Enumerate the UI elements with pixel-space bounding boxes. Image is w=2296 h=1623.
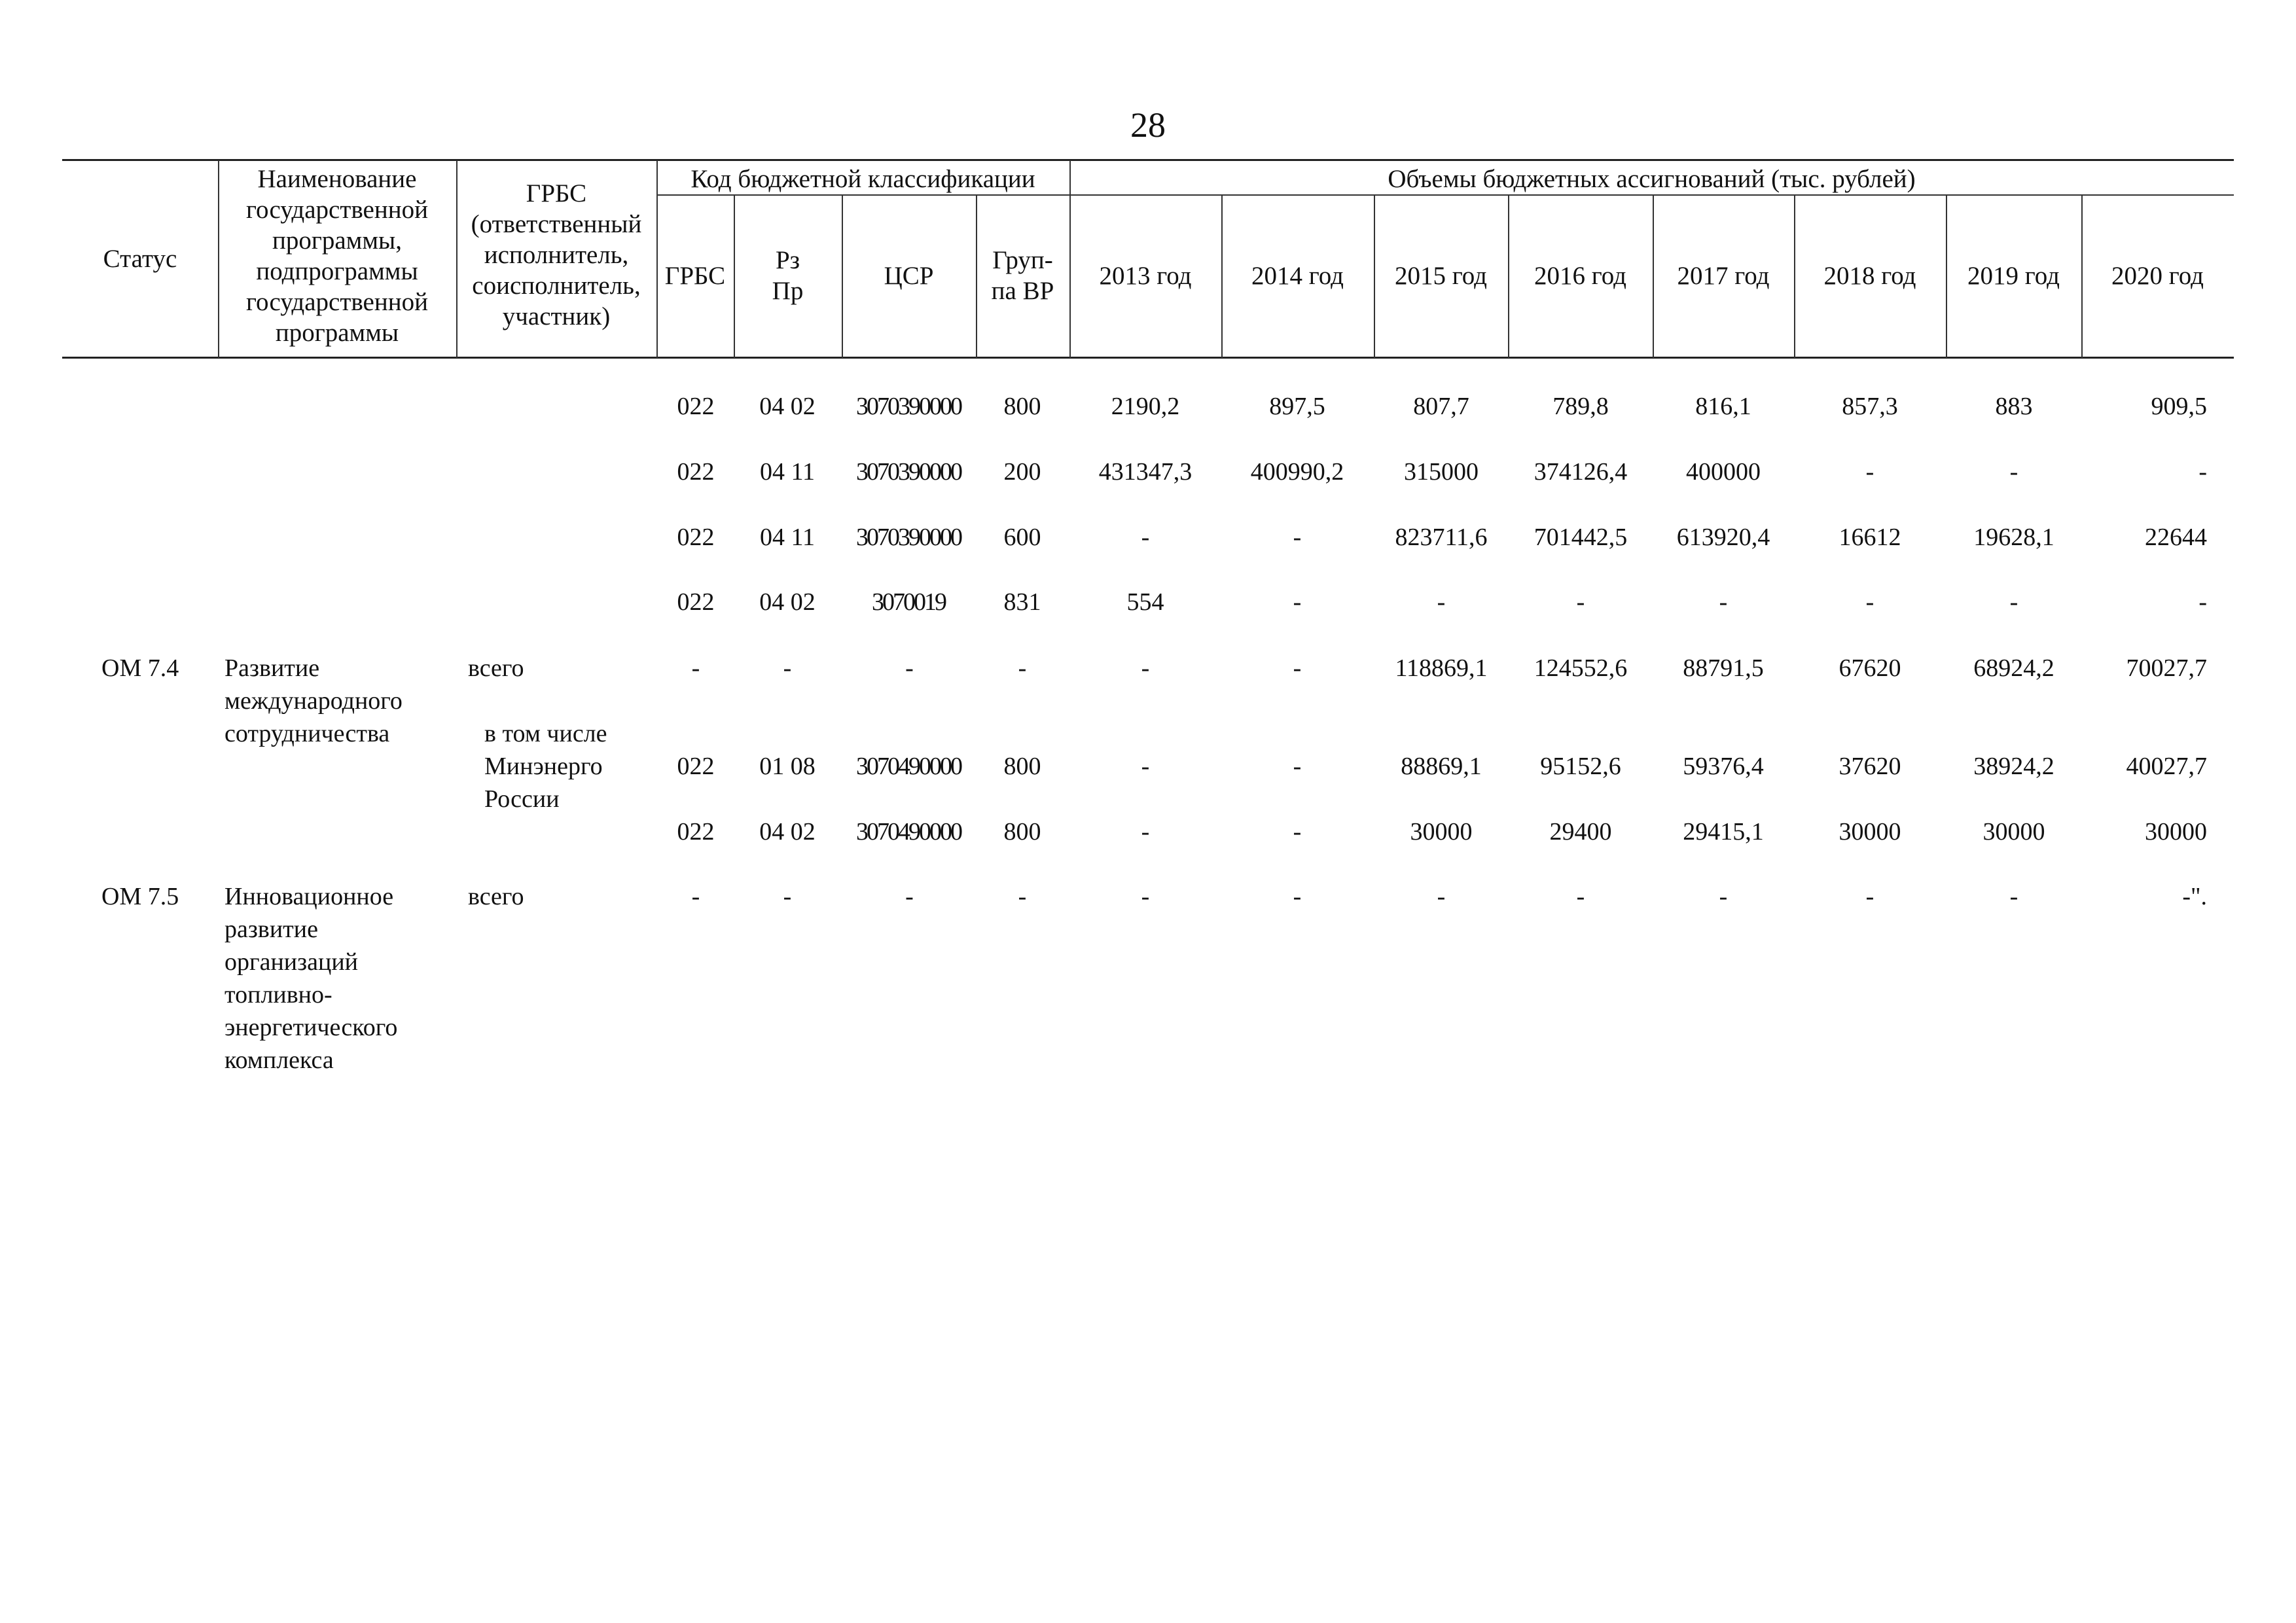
table-cell: -	[1437, 588, 1446, 616]
header-volume-group: Объемы бюджетных ассигнований (тыс. рублей)	[1388, 165, 1916, 193]
table-cell: 59376,4	[1683, 753, 1764, 780]
table-cell: 29415,1	[1683, 818, 1764, 846]
status-om-7-4: ОМ 7.4	[101, 654, 179, 682]
table-cell: -	[1437, 883, 1446, 910]
table-cell: 3070019	[872, 588, 945, 616]
table-cell: 68924,2	[1973, 654, 2054, 682]
table-cell: 807,7	[1413, 393, 1469, 420]
table-cell: 30000	[2145, 818, 2207, 846]
table-cell: -	[1293, 588, 1302, 616]
table-header-bottom-rule	[62, 357, 2234, 359]
table-cell: -	[1018, 654, 1027, 682]
table-cell: -	[1293, 883, 1302, 910]
table-cell: 3070390000	[856, 458, 961, 486]
executor-total-om-7-5: всего	[468, 883, 524, 910]
table-cell: -	[1865, 588, 1874, 616]
table-cell: 613920,4	[1676, 524, 1770, 551]
table-cell: 816,1	[1695, 393, 1751, 420]
table-cell: -	[2009, 458, 2018, 486]
table-cell: 431347,3	[1098, 458, 1193, 486]
table-cell: 701442,5	[1534, 524, 1628, 551]
table-cell: 897,5	[1269, 393, 1325, 420]
table-cell: -	[1141, 654, 1150, 682]
table-cell: -	[783, 654, 792, 682]
header-code-csr: ЦСР	[884, 262, 934, 290]
table-cell: -	[1865, 883, 1874, 910]
header-code-grbs: ГРБС	[664, 262, 726, 290]
table-cell: -	[2198, 588, 2207, 616]
executor-total-om-7-4: всего	[468, 654, 524, 682]
table-cell: -	[1293, 654, 1302, 682]
table-cell: 400000	[1686, 458, 1761, 486]
table-cell: 70027,7	[2126, 654, 2207, 682]
table-cell: -	[1141, 753, 1150, 780]
table-cell: 67620	[1839, 654, 1901, 682]
table-cell: -	[1293, 753, 1302, 780]
header-year: 2020 год	[2111, 262, 2204, 290]
table-cell: 3070490000	[856, 753, 961, 780]
table-cell: 315000	[1404, 458, 1479, 486]
table-cell: 831	[1003, 588, 1041, 616]
table-cell: 022	[677, 393, 715, 420]
table-cell: 600	[1003, 524, 1041, 551]
table-cell: -	[1576, 588, 1585, 616]
table-cell: -	[2198, 458, 2207, 486]
table-cell: 29400	[1549, 818, 1612, 846]
table-cell: 88791,5	[1683, 654, 1764, 682]
table-cell: 800	[1003, 393, 1041, 420]
table-cell: 823711,6	[1395, 524, 1488, 551]
table-cell: 01 08	[759, 753, 816, 780]
table-cell: 400990,2	[1250, 458, 1344, 486]
header-year: 2013 год	[1099, 262, 1192, 290]
status-om-7-5: ОМ 7.5	[101, 883, 179, 910]
table-cell: -	[1141, 524, 1150, 551]
table-cell: 800	[1003, 818, 1041, 846]
table-cell: 789,8	[1552, 393, 1609, 420]
table-cell: 022	[677, 818, 715, 846]
table-cell: 04 11	[759, 458, 816, 486]
header-year: 2015 год	[1395, 262, 1487, 290]
table-cell: -	[1141, 818, 1150, 846]
table-cell: 04 02	[759, 393, 816, 420]
table-cell: 16612	[1839, 524, 1901, 551]
table-cell: 124552,6	[1534, 654, 1628, 682]
table-cell: 022	[677, 458, 715, 486]
table-cell: -	[1719, 588, 1728, 616]
table-cell: 909,5	[2151, 393, 2207, 420]
table-cell: 30000	[1410, 818, 1473, 846]
table-cell: 40027,7	[2126, 753, 2207, 780]
table-cell: -	[2009, 588, 2018, 616]
table-cell: 800	[1003, 753, 1041, 780]
table-cell: 883	[1995, 393, 2033, 420]
program-name-om-7-4: Развитие международного сотрудничества	[224, 654, 403, 747]
table-cell: 04 02	[759, 818, 816, 846]
program-name-om-7-5: Инновационное развитие организаций топливно- энергетического комплекса	[224, 883, 398, 1074]
table-cell: 22644	[2145, 524, 2207, 551]
table-cell: 554	[1126, 588, 1164, 616]
table-cell: 30000	[1839, 818, 1901, 846]
table-cell: 374126,4	[1534, 458, 1628, 486]
table-cell: 95152,6	[1540, 753, 1621, 780]
header-year: 2016 год	[1534, 262, 1626, 290]
table-cell: -	[1018, 883, 1027, 910]
table-cell: -	[691, 654, 700, 682]
header-name: Наименование государственной программы, подпрограммы государственной программы	[246, 165, 428, 347]
table-cell: -	[1576, 883, 1585, 910]
group-header-divider	[656, 194, 2234, 196]
table-cell: 38924,2	[1973, 753, 2054, 780]
table-cell: 3070390000	[856, 524, 961, 551]
table-cell: -	[691, 883, 700, 910]
header-code-vr: Груп- па ВР	[991, 246, 1054, 305]
table-cell: 04 02	[759, 588, 816, 616]
table-cell: 2190,2	[1111, 393, 1180, 420]
header-code-rzpr: Рз Пр	[772, 246, 804, 305]
table-cell: -	[905, 883, 912, 910]
table-cell: -	[1293, 524, 1302, 551]
table-top-rule	[62, 159, 2234, 161]
table-cell: -	[1719, 883, 1728, 910]
header-year: 2018 год	[1823, 262, 1916, 290]
page-number: 28	[1130, 105, 1166, 145]
table-cell: 022	[677, 753, 715, 780]
header-year: 2019 год	[1967, 262, 2060, 290]
header-status: Статус	[103, 245, 177, 273]
header-year: 2017 год	[1677, 262, 1770, 290]
table-cell: -".	[2182, 883, 2207, 910]
table-cell: 022	[677, 588, 715, 616]
table-cell: 37620	[1839, 753, 1901, 780]
header-grbs-executor: ГРБС (ответственный исполнитель, соисполнитель, участник)	[471, 179, 642, 330]
table-cell: -	[1865, 458, 1874, 486]
table-cell: 3070390000	[856, 393, 961, 420]
header-year: 2014 год	[1251, 262, 1344, 290]
table-cell: 88869,1	[1401, 753, 1482, 780]
table-cell: 3070490000	[856, 818, 961, 846]
table-cell: -	[905, 654, 912, 682]
table-cell: 30000	[1982, 818, 2045, 846]
table-cell: -	[783, 883, 792, 910]
table-cell: 857,3	[1842, 393, 1898, 420]
table-cell: 200	[1003, 458, 1041, 486]
table-cell: -	[2009, 883, 2018, 910]
table-cell: -	[1141, 883, 1150, 910]
header-code-group: Код бюджетной классификации	[691, 165, 1035, 193]
table-cell: 04 11	[759, 524, 816, 551]
table-cell: 022	[677, 524, 715, 551]
table-cell: 19628,1	[1973, 524, 2054, 551]
executor-including: в том числе Минэнерго России	[484, 720, 607, 813]
table-cell: -	[1293, 818, 1302, 846]
table-cell: 118869,1	[1395, 654, 1488, 682]
